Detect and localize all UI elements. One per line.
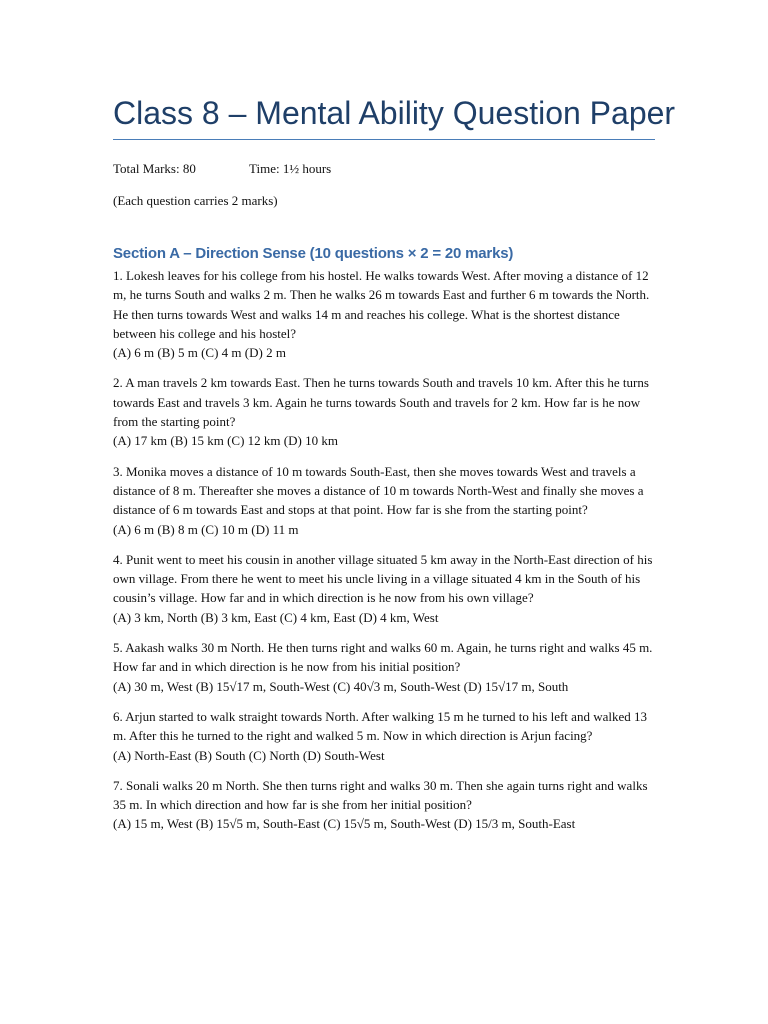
question-5	[113, 638, 655, 696]
question-options: (A) 6 m (B) 5 m (C) 4 m (D) 2 m	[113, 345, 286, 361]
question-text: 3. Monika moves a distance of 10 m towards South-East, then she moves towards West and travels a distance of 8 m. Thereafter she moves a distance of 10 m towards North-West and finally she moves a distance of 6 m towards East and stops at that point. How far is she from the starting point?	[113, 463, 644, 518]
question-2	[113, 373, 655, 450]
question-text: 6. Arjun started to walk straight towards North. After walking 15 m he turned to his left and walked 13 m. After this he turned to the right and walked 5 m. Now in which direction is Arjun facing?	[113, 708, 647, 744]
question-options: (A) 3 km, North (B) 3 km, East (C) 4 km, East (D) 4 km, West	[113, 609, 439, 625]
exam-meta	[113, 159, 332, 178]
question-1	[113, 266, 655, 362]
page-title: Class 8 – Mental Ability Question Paper	[113, 95, 676, 131]
total-marks: Total Marks: 80	[113, 161, 196, 176]
section-a-heading: Section A – Direction Sense (10 questions × 2 = 20 marks)	[113, 245, 514, 262]
exam-time: Time: 1½ hours	[249, 161, 332, 176]
question-options: (A) 30 m, West (B) 15√17 m, South-West (C) 40√3 m, South-West (D) 15√17 m, South	[113, 678, 569, 694]
marks-note: (Each question carries 2 marks)	[113, 193, 278, 208]
question-options: (A) 6 m (B) 8 m (C) 10 m (D) 11 m	[113, 521, 299, 537]
question-text: 7. Sonali walks 20 m North. She then turns right and walks 30 m. Then she again turns right and walks 35 m. In which direction and how far is she from her initial position?	[113, 777, 648, 813]
question-4	[113, 550, 655, 627]
question-options: (A) 15 m, West (B) 15√5 m, South-East (C) 15√5 m, South-West (D) 15/3 m, South-East	[113, 816, 576, 832]
title-divider	[113, 139, 655, 140]
question-text: 1. Lokesh leaves for his college from his hostel. He walks towards West. After moving a distance of 12 m, he turns South and walks 2 m. Then he walks 26 m towards East and further 6 m towards the North. He then turns towards West and walks 14 m and reaches his college. What is the shortest distance between his college and his hostel?	[113, 268, 650, 341]
question-6	[113, 707, 655, 765]
question-text: 4. Punit went to meet his cousin in another village situated 5 km away in the North-East direction of his own village. From there he went to meet his uncle living in a village situated 4 km in the South of his cousin’s village. How far and in which direction is he now from his own village?	[113, 551, 653, 606]
question-options: (A) North-East (B) South (C) North (D) South-West	[113, 747, 385, 763]
question-options: (A) 17 km (B) 15 km (C) 12 km (D) 10 km	[113, 433, 338, 449]
question-3	[113, 462, 655, 539]
question-text: 2. A man travels 2 km towards East. Then he turns towards South and travels 10 km. After this he turns towards East and travels 3 km. Again he turns towards South and travels for 2 km. How far is he now from the starting point?	[113, 375, 649, 430]
question-text: 5. Aakash walks 30 m North. He then turns right and walks 60 m. Again, he turns right and walks 45 m. How far and in which direction is he now from his initial position?	[113, 640, 653, 675]
question-7	[113, 776, 655, 834]
question-list	[113, 266, 655, 845]
